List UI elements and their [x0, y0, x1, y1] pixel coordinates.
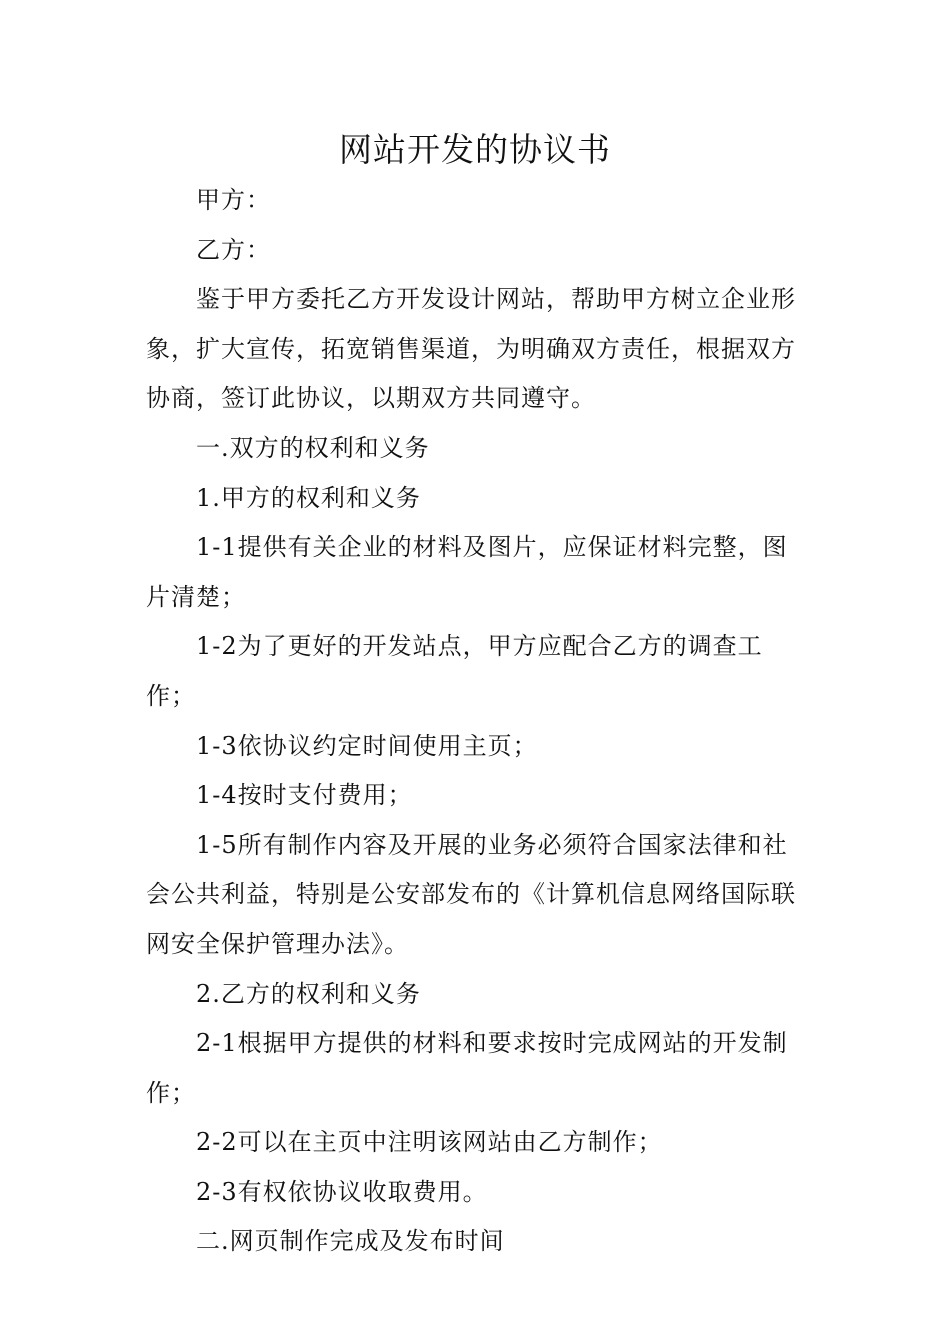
subsection-heading-2: 2.乙方的权利和义务: [196, 979, 421, 1008]
clause-2-3: 2-3有权依协议收取费用。: [196, 1177, 488, 1206]
paragraph-preamble: 鉴于甲方委托乙方开发设计网站，帮助甲方树立企业形象，扩大宣传，拓宽销售渠道，为明确双方责任，根据双方协商，签订此协议，以期双方共同遵守。: [146, 285, 796, 413]
section-heading-2: 二.网页制作完成及发布时间: [196, 1227, 505, 1256]
document-title: 网站开发的协议书: [339, 130, 611, 169]
clause-2-1: 2-1根据甲方提供的材料和要求按时完成网站的开发制作；: [146, 1029, 788, 1107]
clause-1-4: 1-4按时支付费用；: [196, 781, 413, 810]
clause-1-2: 1-2为了更好的开发站点，甲方应配合乙方的调查工作；: [146, 632, 763, 710]
paragraph-party-a: 甲方：: [196, 186, 271, 214]
clause-2-2: 2-2可以在主页中注明该网站由乙方制作；: [196, 1128, 663, 1157]
clause-1-5: 1-5所有制作内容及开展的业务必须符合国家法律和社会公共利益，特别是公安部发布的《计算机信息网络国际联网安全保护管理办法》。: [146, 830, 796, 958]
clause-1-1: 1-1提供有关企业的材料及图片，应保证材料完整，图片清楚；: [146, 533, 788, 611]
document-body: [146, 176, 811, 1267]
section-heading-1: 一.双方的权利和义务: [196, 433, 430, 462]
subsection-heading-1: 1.甲方的权利和义务: [196, 483, 421, 512]
clause-1-3: 1-3依协议约定时间使用主页；: [196, 731, 538, 760]
paragraph-party-b: 乙方：: [196, 235, 271, 264]
